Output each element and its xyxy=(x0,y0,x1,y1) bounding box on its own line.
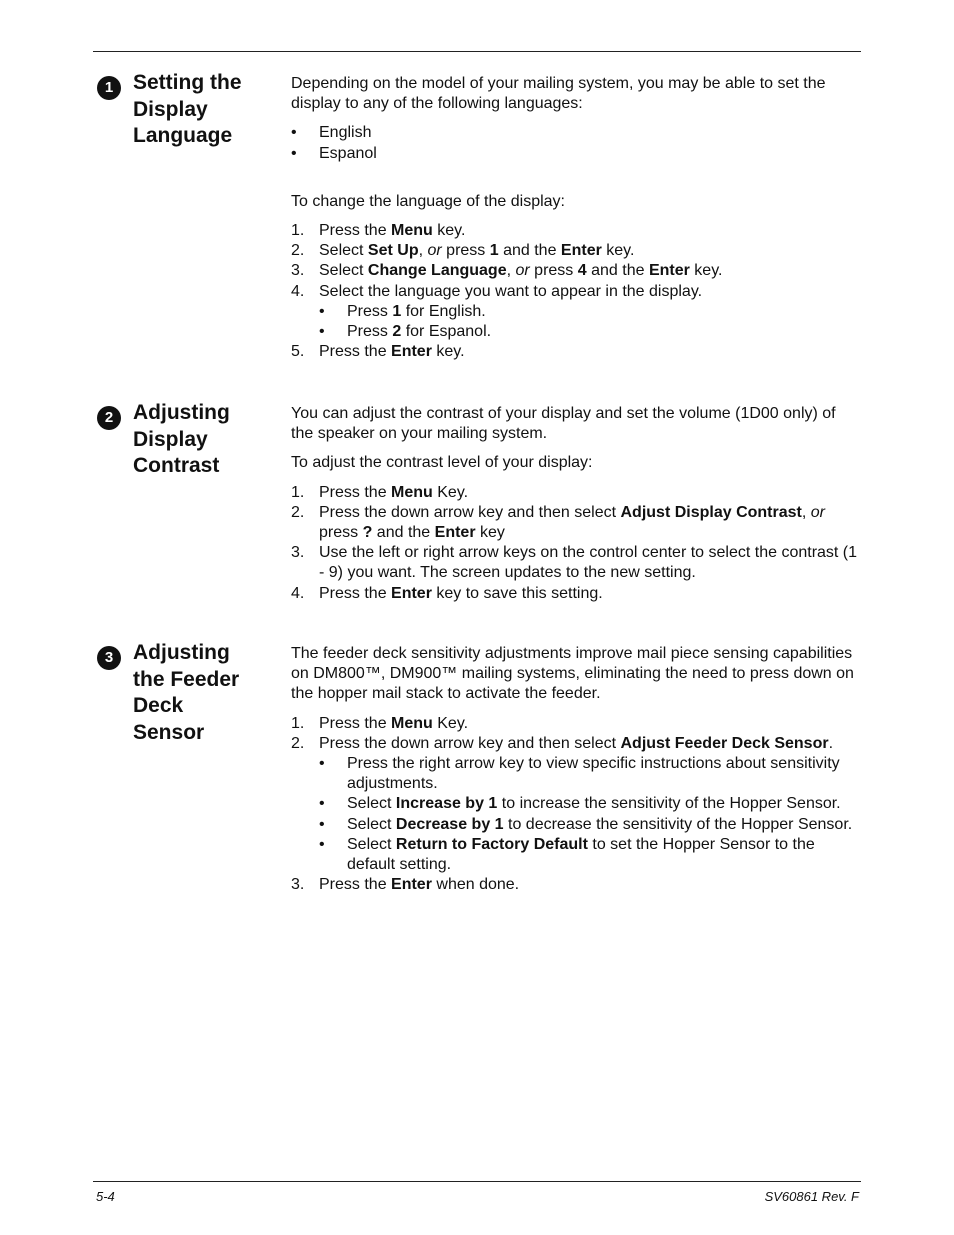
step-text: Select xyxy=(347,815,396,833)
sub-bullet-list xyxy=(291,754,861,875)
step-text: Use the left or right arrow keys on the control center to select the contrast (1 - 9) you want. The screen updates to the new setting. xyxy=(319,544,858,582)
step-text: for English. xyxy=(401,302,486,320)
heading-line: Sensor xyxy=(133,720,205,744)
bold-key-text: Enter xyxy=(434,524,476,542)
step-text: and the xyxy=(498,242,561,260)
sub-bullet-item xyxy=(291,835,861,875)
step-text: Select xyxy=(347,795,396,813)
heading-line: Display xyxy=(133,427,208,451)
section-number-badge: 3 xyxy=(97,646,121,670)
bullet-marker: • xyxy=(291,144,297,162)
heading-line: Deck xyxy=(133,694,184,717)
step-text: Select the language you want to appear in the display. xyxy=(319,282,703,300)
step-text: when done. xyxy=(431,876,520,894)
step-text: Press the xyxy=(319,483,392,501)
step-text: , xyxy=(506,262,516,280)
step-item xyxy=(291,221,861,241)
step-number: 1. xyxy=(291,714,305,732)
step-number: 2. xyxy=(291,503,305,521)
step-number: 3. xyxy=(291,262,305,280)
step-text: to set the Hopper Sensor to the default setting. xyxy=(347,835,815,874)
heading-line: the Feeder xyxy=(133,667,240,691)
step-text: Select xyxy=(319,262,368,280)
step-text: . xyxy=(828,734,834,752)
step-text: Select xyxy=(347,835,396,853)
step-number: 2. xyxy=(291,242,305,260)
section-heading xyxy=(133,400,283,480)
bold-key-text: Adjust Display Contrast xyxy=(620,503,802,521)
step-item xyxy=(291,543,861,583)
step-text: key. xyxy=(432,222,466,240)
bold-key-text: Enter xyxy=(391,584,432,602)
sub-bullet-item xyxy=(291,794,861,814)
step-item xyxy=(291,261,861,281)
step-text: Press xyxy=(347,323,393,341)
bullet-item: • English xyxy=(291,123,861,143)
bullet-marker: • xyxy=(291,124,297,142)
step-number: 1. xyxy=(291,483,305,501)
section-body xyxy=(291,404,861,604)
bold-key-text: Menu xyxy=(391,222,433,240)
bold-key-text: Set Up xyxy=(367,242,419,260)
bold-key-text: 1 xyxy=(489,242,499,260)
heading-line: Language xyxy=(133,124,233,147)
bold-key-text: ? xyxy=(362,524,373,542)
sub-bullet-item xyxy=(291,302,861,322)
step-item xyxy=(291,734,861,754)
section-body xyxy=(291,644,861,895)
bold-key-text: Adjust Feeder Deck Sensor xyxy=(620,734,829,752)
sub-bullet-item xyxy=(291,815,861,835)
step-number: 2. xyxy=(291,734,305,752)
section-heading xyxy=(133,640,283,746)
step-text: Key. xyxy=(432,483,469,501)
top-rule xyxy=(93,51,861,52)
bold-key-text: Menu xyxy=(391,714,433,732)
step-item xyxy=(291,342,861,362)
bold-key-text: 4 xyxy=(577,262,587,280)
step-number: 1. xyxy=(291,222,305,240)
step-text: , xyxy=(418,242,428,260)
step-text: key. xyxy=(689,262,723,280)
step-text: key to save this setting. xyxy=(431,584,603,602)
italic-text: or xyxy=(515,262,530,280)
step-number: 3. xyxy=(291,876,305,894)
step-item xyxy=(291,503,861,543)
italic-text: or xyxy=(810,503,825,521)
step-text: Press the xyxy=(319,222,392,240)
bold-key-text: Decrease by 1 xyxy=(395,815,504,833)
bold-key-text: Increase by 1 xyxy=(395,795,498,813)
step-number: 5. xyxy=(291,343,305,361)
bullet-item: • Espanol xyxy=(291,144,861,164)
step-text: Press the xyxy=(319,584,392,602)
heading-line: Adjusting xyxy=(133,641,230,664)
step-text: Press the xyxy=(319,876,392,894)
bold-key-text: Enter xyxy=(391,343,432,361)
document-id: SV60861 Rev. F xyxy=(764,1189,859,1204)
step-item xyxy=(291,875,861,895)
step-text: for Espanol. xyxy=(401,323,492,341)
step-item xyxy=(291,584,861,604)
section-body xyxy=(291,74,861,362)
bullet-marker: • xyxy=(319,302,325,320)
step-text: key. xyxy=(601,242,635,260)
section-number-badge: 2 xyxy=(97,406,121,430)
bold-key-text: Return to Factory Default xyxy=(395,835,588,853)
step-item xyxy=(291,282,861,302)
bullet-marker: • xyxy=(319,755,325,773)
step-text: key. xyxy=(431,343,465,361)
lead-paragraph: To adjust the contrast level of your display: xyxy=(291,454,593,472)
page-number: 5-4 xyxy=(96,1189,115,1204)
step-list xyxy=(291,714,861,896)
lead-paragraph: To change the language of the display: xyxy=(291,192,565,210)
bold-key-text: Enter xyxy=(648,262,690,280)
step-number: 4. xyxy=(291,282,305,300)
bullet-marker: • xyxy=(319,795,325,813)
sub-list-wrapper xyxy=(291,754,861,875)
step-text: press xyxy=(529,262,578,280)
step-text: , xyxy=(801,503,811,521)
sub-list-wrapper xyxy=(291,302,861,342)
bold-key-text: 1 xyxy=(392,302,402,320)
step-text: to decrease the sensitivity of the Hopper Sensor. xyxy=(503,815,853,833)
intro-paragraph: Depending on the model of your mailing system, you may be able to set the display to any of the following languages: xyxy=(291,75,826,113)
step-text: and the xyxy=(372,524,435,542)
step-text: Press the xyxy=(319,343,392,361)
step-text: Press the right arrow key to view specific instructions about sensitivity adjustments. xyxy=(347,755,840,793)
step-text: key xyxy=(475,524,505,542)
heading-line: Display xyxy=(133,97,208,121)
bold-key-text: Enter xyxy=(560,242,602,260)
step-text: and the xyxy=(586,262,649,280)
step-text: Press the down arrow key and then select xyxy=(319,503,621,521)
sub-bullet-item xyxy=(291,322,861,342)
step-number: 4. xyxy=(291,584,305,602)
step-text: Press xyxy=(347,302,393,320)
bold-key-text: Menu xyxy=(391,483,433,501)
step-text: Press the down arrow key and then select xyxy=(319,734,621,752)
language-bullet-list xyxy=(291,123,861,163)
step-text: press xyxy=(319,524,363,542)
sub-bullet-item xyxy=(291,754,861,794)
section-heading xyxy=(133,70,283,150)
step-item xyxy=(291,714,861,734)
section-number-badge: 1 xyxy=(97,76,121,100)
heading-line: Adjusting xyxy=(133,401,230,424)
intro-paragraph: You can adjust the contrast of your display and set the volume (1D00 only) of the speaker on your mailing system. xyxy=(291,405,836,443)
sub-bullet-list xyxy=(291,302,861,342)
bold-key-text: Change Language xyxy=(367,262,507,280)
step-list xyxy=(291,483,861,604)
step-text: Key. xyxy=(432,714,469,732)
step-text: Press the xyxy=(319,714,392,732)
bold-key-text: 2 xyxy=(392,323,402,341)
bullet-marker: • xyxy=(319,815,325,833)
bullet-marker: • xyxy=(319,323,325,341)
step-item xyxy=(291,241,861,261)
italic-text: or xyxy=(427,242,442,260)
heading-line: Contrast xyxy=(133,454,220,477)
intro-paragraph: The feeder deck sensitivity adjustments improve mail piece sensing capabilities on DM800™, DM900™ mailing systems, eliminating the need to press down on the hopper mail stack to activate the feeder. xyxy=(291,645,854,703)
bullet-marker: • xyxy=(319,835,325,853)
step-item xyxy=(291,483,861,503)
bottom-rule xyxy=(93,1181,861,1182)
step-number: 3. xyxy=(291,544,305,562)
step-text: to increase the sensitivity of the Hopper Sensor. xyxy=(497,795,841,813)
heading-line: Setting the xyxy=(133,71,242,94)
bold-key-text: Enter xyxy=(391,876,432,894)
step-text: Select xyxy=(319,242,368,260)
step-list xyxy=(291,221,861,362)
step-text: press xyxy=(441,242,490,260)
